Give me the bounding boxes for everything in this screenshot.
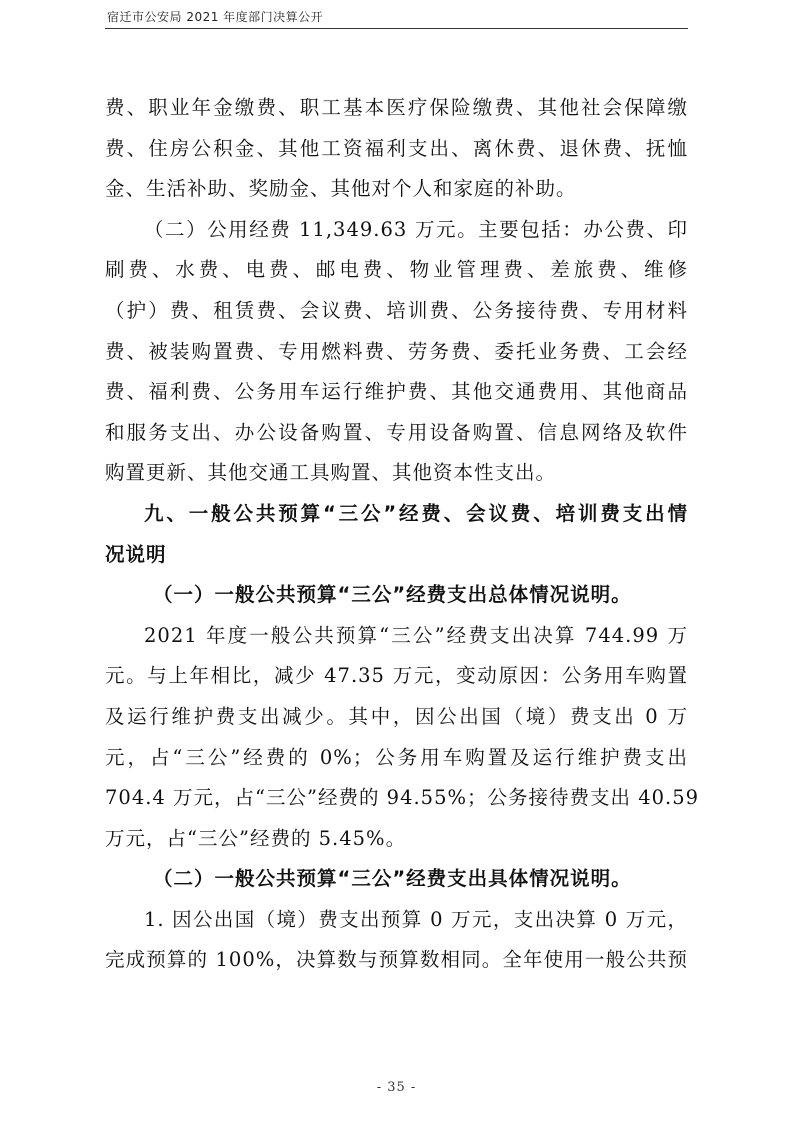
text-line: 费、职业年金缴费、职工基本医疗保险缴费、其他社会保障缴 <box>105 96 688 119</box>
text-line: 2021 年度一般公共预算“三公”经费支出决算 744.99 万 <box>144 623 688 647</box>
text-line: 及运行维护费支出减少。其中，因公出国（境）费支出 0 万 <box>105 704 688 728</box>
text-line: 刷费、水费、电费、邮电费、物业管理费、差旅费、维修 <box>105 258 688 282</box>
text-line: 费、住房公积金、其他工资福利支出、离休费、退休费、抚恤 <box>105 136 688 160</box>
document-body <box>105 88 700 981</box>
subsection-heading: （一）一般公共预算“三公”经费支出总体情况说明。 <box>153 583 632 607</box>
page-number: - 35 - <box>376 1080 417 1095</box>
text-line: 元，占“三公”经费的 0%；公务用车购置及运行维护费支出 <box>105 745 688 769</box>
text-line: （护）费、租赁费、会议费、培训费、公务接待费、专用材料 <box>105 298 688 322</box>
section-heading: 九、一般公共预算“三公”经费、会议费、培训费支出情 <box>144 501 688 525</box>
subsection-heading: （二）一般公共预算“三公”经费支出具体情况说明。 <box>153 867 632 891</box>
text-line: 和服务支出、办公设备购置、专用设备购置、信息网络及软件 <box>105 420 688 444</box>
document-header: 宿迁市公安局 2021 年度部门决算公开 <box>107 10 324 24</box>
section-heading: 况说明 <box>105 542 167 566</box>
text-line: 1. 因公出国（境）费支出预算 0 万元，支出决算 0 万元， <box>144 907 688 931</box>
text-line: 费、福利费、公务用车运行维护费、其他交通费用、其他商品 <box>105 380 688 404</box>
text-line: 元。与上年相比，减少 47.35 万元，变动原因：公务用车购置 <box>105 664 688 688</box>
text-line: 704.4 万元，占“三公”经费的 94.55%；公务接待费支出 40.59 <box>105 786 700 810</box>
text-line: 费、被装购置费、专用燃料费、劳务费、委托业务费、工会经 <box>105 339 688 363</box>
header-divider <box>105 28 688 29</box>
text-line: （二）公用经费 11,349.63 万元。主要包括：办公费、印 <box>144 217 688 241</box>
text-line: 购置更新、其他交通工具购置、其他资本性支出。 <box>105 461 557 485</box>
text-line: 金、生活补助、奖励金、其他对个人和家庭的补助。 <box>105 177 577 201</box>
text-line: 完成预算的 100%，决算数与预算数相同。全年使用一般公共预 <box>105 948 688 972</box>
text-line: 万元，占“三公”经费的 5.45%。 <box>105 826 407 850</box>
